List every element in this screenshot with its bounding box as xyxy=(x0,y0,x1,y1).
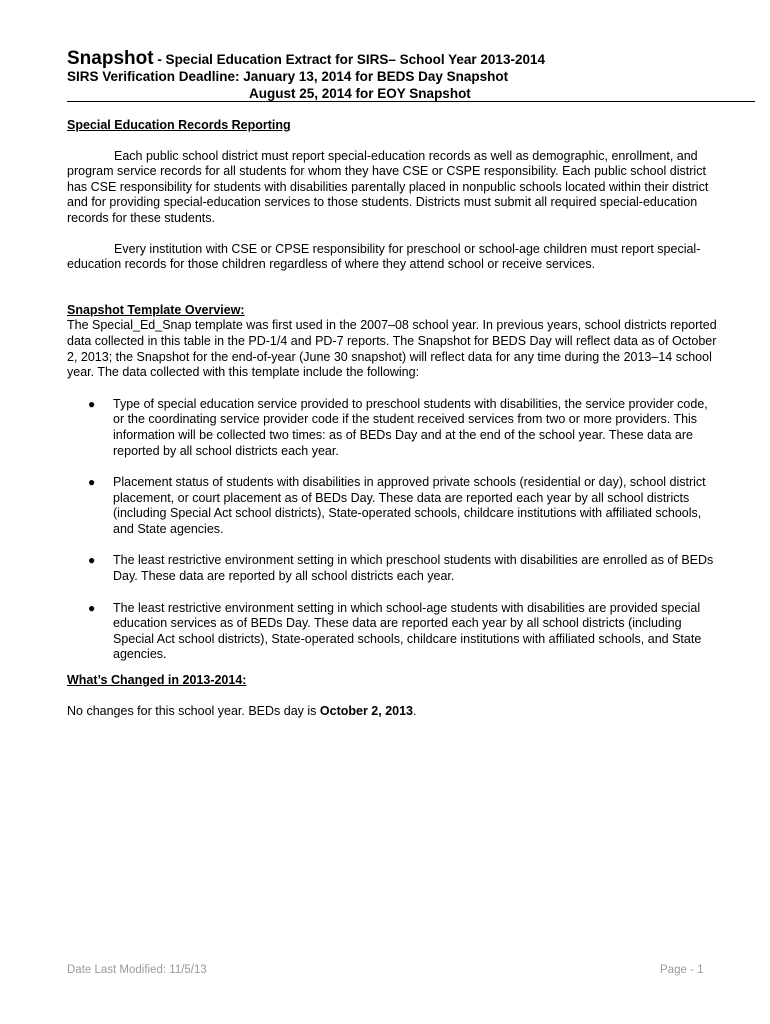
title-rest: - Special Education Extract for SIRS– School Year 2013-2014 xyxy=(153,52,545,67)
header-divider xyxy=(67,101,755,102)
bullet-icon: ● xyxy=(88,553,96,568)
list-item: ● Placement status of students with disabilities in approved private schools (residential or day), school district placement, or court placement as of BEDs Day. These data are reported each year by all school districts (including Special Act school districts), State-operated schools, childcare institutions with affiliated schools, and State agencies. xyxy=(88,475,706,536)
records-paragraph-2: Every institution with CSE or CPSE responsibility for preschool or school-age children must report special-education records for those children regardless of where they attend school or receive services. xyxy=(67,241,701,272)
list-item: ● The least restrictive environment setting in which school-age students with disabilities are provided special education services as of BEDs Day. These data are reported each year by all school districts (including Special Act school districts), State-operated schools, childcare institutions with affiliated schools, and State agencies. xyxy=(88,600,702,662)
data-collected-list xyxy=(67,397,717,663)
list-item: ● Type of special education service provided to preschool students with disabilities, the service provider code, or the coordinating service provider code if the student received services from two or more providers. This information will be collected two times: as of BEDs Day and at the end of the school year. These data are reported by all school districts each year. xyxy=(88,396,708,458)
title-main: Snapshot xyxy=(67,48,154,69)
list-item: ● The least restrictive environment setting in which preschool students with disabilities are enrolled as of BEDs Day. These data are reported by all school districts each year. xyxy=(88,553,714,584)
bullet-icon: ● xyxy=(88,396,96,411)
records-heading: Special Education Records Reporting xyxy=(67,118,291,132)
deadline-line-2: August 25, 2014 for EOY Snapshot xyxy=(249,86,471,101)
bullet-icon: ● xyxy=(88,475,96,490)
footer-page-number: Page - 1 xyxy=(660,964,704,976)
overview-heading: Snapshot Template Overview: xyxy=(67,302,245,317)
document-header xyxy=(67,50,755,102)
changed-text: No changes for this school year. BEDs day is October 2, 2013. xyxy=(67,703,417,718)
bullet-icon: ● xyxy=(88,600,96,615)
document-title xyxy=(67,50,755,68)
records-paragraph-1: Each public school district must report special-education records as well as demographic, enrollment, and program service records for all students for whom they have CSE or CSPE responsibility. Each public school district has CSE responsibility for students with disabilities parentally placed in nonpublic schools located within their district and for providing special-education services to those students. Districts must submit all required special-education records for these students. xyxy=(67,148,709,225)
changed-heading: What’s Changed in 2013-2014: xyxy=(67,673,247,688)
document-body xyxy=(67,118,717,719)
deadline-line-1: SIRS Verification Deadline: January 13, 2014 for BEDS Day Snapshot xyxy=(67,69,509,84)
footer-last-modified: Date Last Modified: 11/5/13 xyxy=(67,964,207,976)
beds-day-date: October 2, 2013 xyxy=(319,703,414,718)
overview-paragraph: The Special_Ed_Snap template was first used in the 2007–08 school year. In previous years, school districts reported data collected in this table in the PD-1/4 and PD-7 reports. The Snapshot for BEDS Day will reflect data as of October 2, 2013; the Snapshot for the end-of-year (June 30 snapshot) will reflect data for any time during the 2013–14 school year. The data collected with this template include the following: xyxy=(67,318,717,380)
